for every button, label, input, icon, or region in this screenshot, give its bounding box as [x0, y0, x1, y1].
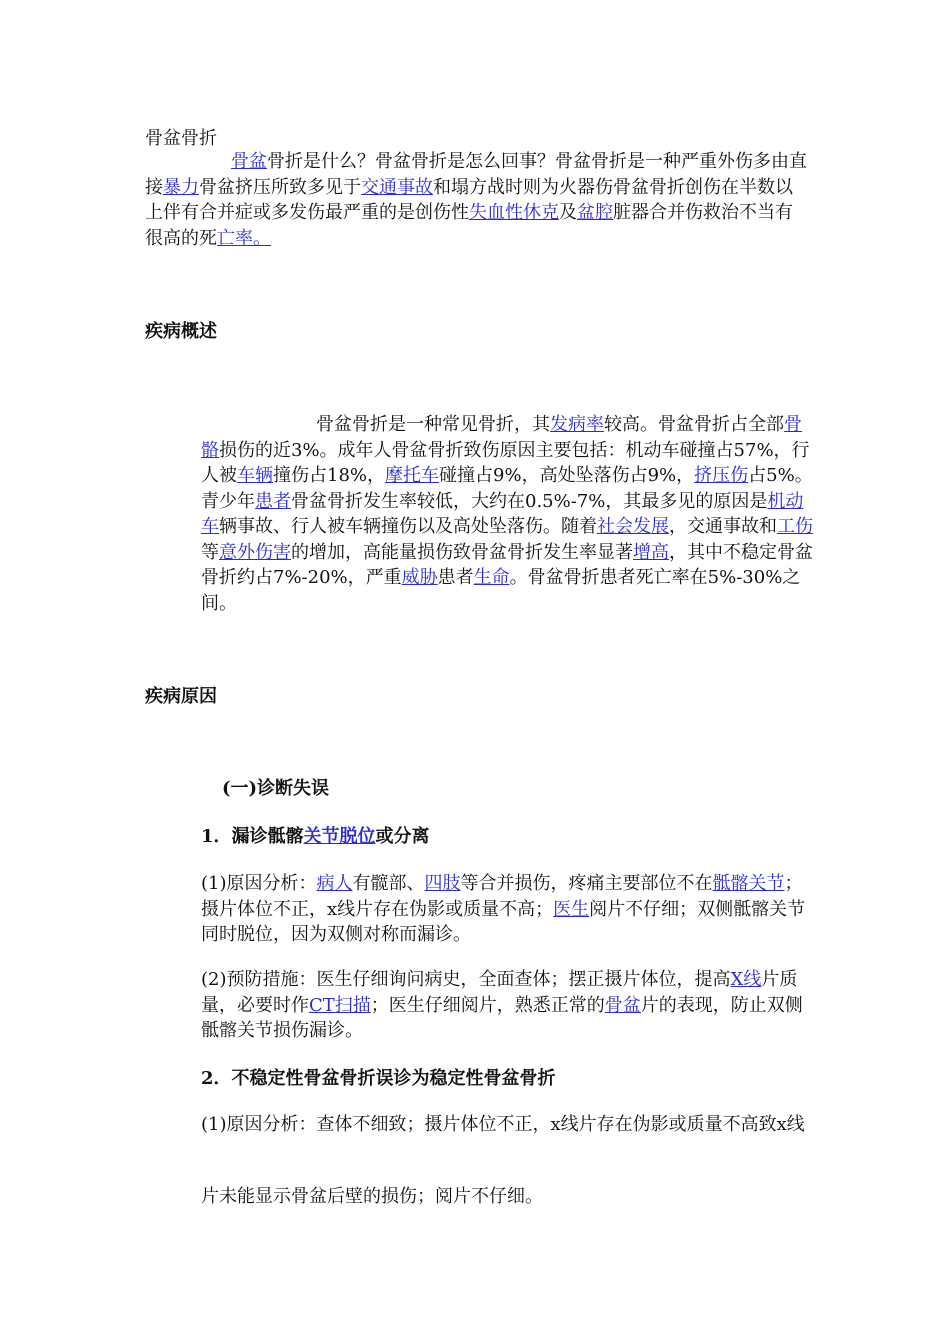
inline-link[interactable]: 社会发展	[597, 516, 669, 537]
item-2-title: 2．不稳定性骨盆骨折误诊为稳定性骨盆骨折	[201, 1068, 556, 1089]
subheading-diagnosis-errors: (一)诊断失误	[222, 778, 330, 799]
text-run: (1)原因分析：	[201, 873, 317, 894]
text-run: 片质量，必要时作	[201, 969, 798, 1016]
inline-link[interactable]: 增高	[633, 541, 669, 563]
item-2-cause-continued: 片未能显示骨盆后壁的损伤；阅片不仔细。	[201, 1186, 543, 1207]
inline-link[interactable]: 威胁	[401, 567, 438, 588]
text-run: ，交通事故和	[669, 516, 777, 537]
text-run: 骨盆骨折是一种常见骨折，其	[316, 414, 550, 435]
text-run: 片的表现，防止双侧骶髂关节损伤漏诊。	[201, 994, 803, 1041]
inline-link[interactable]: 医生	[553, 898, 590, 920]
item-2-cause-analysis: (1)原因分析：查体不细致；摄片体位不正，x线片存在伪影或质量不高致x线	[201, 1114, 805, 1135]
item-1-title	[201, 824, 430, 850]
text-run: 有髋部、	[352, 873, 425, 894]
inline-link[interactable]: 亡率。	[217, 227, 271, 249]
text-run: 骨盆挤压所致多见于	[199, 176, 361, 198]
text-run: 碰撞占9%，高处坠落伤占9%，	[439, 465, 695, 486]
inline-link[interactable]: 病人	[316, 873, 353, 894]
inline-link[interactable]: 骨盆	[604, 994, 641, 1016]
text-run: 骨盆骨折发生率较低，大约在0.5%-7%，其最多见的原因是	[291, 490, 768, 512]
text-run: ；摄片体位不正，x线片存在伪影或质量不高；	[201, 873, 803, 920]
inline-link[interactable]: 挤压伤	[694, 465, 749, 486]
inline-link[interactable]: X线	[730, 969, 762, 990]
section-heading-causes: 疾病原因	[145, 686, 217, 707]
inline-link[interactable]: 骶髂关节	[712, 873, 785, 894]
document-title: 骨盆骨折	[145, 128, 217, 149]
text-run: 脏器合并伤救治不当有很高的死	[145, 202, 793, 249]
text-run: 辆事故、行人被车辆撞伤以及高处坠落伤。随着	[219, 516, 597, 537]
inline-link[interactable]: 关节脱位	[303, 826, 376, 847]
text-run: 的增加，高能量损伤致骨盆骨折发生率显著	[291, 541, 633, 563]
inline-link[interactable]: 骨骼	[201, 414, 802, 461]
text-run: 及	[559, 202, 577, 223]
text-run: 1．漏诊骶髂	[201, 826, 304, 847]
inline-link[interactable]: 摩托车	[385, 465, 440, 486]
text-run: 等	[201, 541, 219, 563]
inline-link[interactable]: 工伤	[777, 516, 813, 537]
intro-paragraph	[145, 149, 810, 251]
text-run: ；医生仔细阅片，熟悉正常的	[370, 994, 605, 1016]
inline-link[interactable]: 生命	[473, 567, 510, 588]
text-run: ，其中不稳定骨盆骨折约占7%-20%，严重	[201, 541, 813, 588]
text-run: 。骨盆骨折患者死亡率在5%-30%之间。	[201, 567, 801, 614]
text-run: 撞伤占18%，	[273, 465, 386, 486]
text-run: (2)预防措施：医生仔细询问病史，全面查体；摆正摄片体位，提高	[201, 969, 731, 990]
text-run: 占5%。青少年	[201, 465, 813, 512]
inline-link[interactable]: 患者	[255, 490, 291, 512]
text-run: 较高。骨盆骨折占全部	[604, 414, 784, 435]
text-run: 骨折是什么？骨盆骨折是怎么回事？骨盆骨折是一种严重外伤多由直接	[145, 151, 807, 198]
inline-link[interactable]: 失血性休克	[469, 202, 559, 223]
text-run: 或分离	[375, 826, 430, 847]
item-1-cause-analysis	[201, 871, 811, 948]
inline-link[interactable]: 四肢	[424, 873, 461, 894]
text-run: 患者	[437, 567, 474, 588]
inline-link[interactable]: 机动车	[201, 490, 804, 537]
inline-link[interactable]: 盆腔	[577, 202, 613, 223]
inline-link[interactable]: 暴力	[163, 176, 199, 198]
text-run: 等合并损伤，疼痛主要部位不在	[460, 873, 713, 894]
inline-link[interactable]: 发病率	[550, 414, 604, 435]
inline-link[interactable]: 交通事故	[361, 176, 433, 198]
inline-link[interactable]: CT扫描	[309, 994, 371, 1016]
overview-paragraph	[201, 412, 818, 616]
text-run: 和塌方战时则为火器伤骨盆骨折创伤在半数以上伴有合并症或多发伤最严重的是创伤性	[145, 176, 793, 223]
inline-link[interactable]: 车辆	[237, 465, 273, 486]
text-run: 损伤的近3%。成年人骨盆骨折致伤原因主要包括：机动车碰撞占57%，行人被	[201, 439, 810, 486]
section-heading-overview: 疾病概述	[145, 321, 217, 342]
inline-link[interactable]: 骨盆	[231, 151, 267, 172]
item-1-prevention	[201, 967, 811, 1044]
text-run: 阅片不仔细；双侧骶髂关节同时脱位，因为双侧对称而漏诊。	[201, 898, 806, 945]
inline-link[interactable]: 意外伤害	[219, 541, 291, 563]
